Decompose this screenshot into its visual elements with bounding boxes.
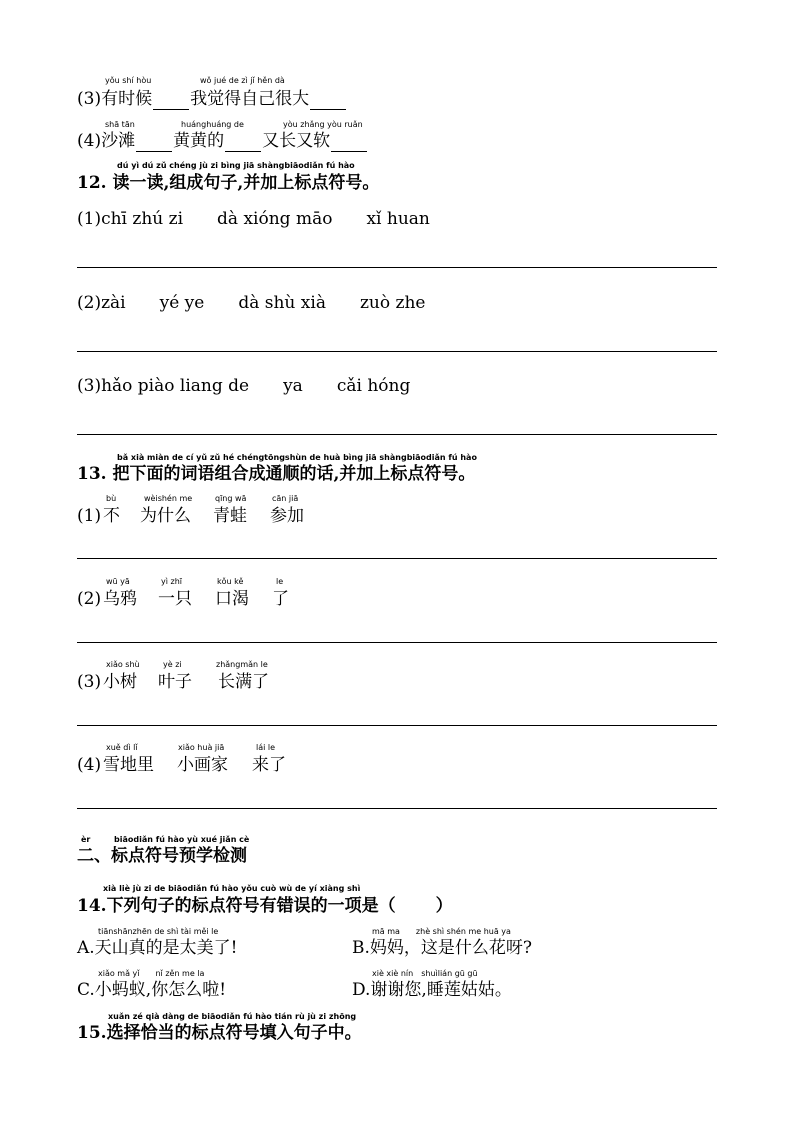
question-title [77, 895, 453, 917]
option-d[interactable]: D.谢谢您,睡莲姑姑。 [352, 980, 512, 1000]
pinyin: xuě dì lǐ [106, 743, 138, 752]
word: 黄黄的 [173, 131, 225, 151]
word: 又长又软 [262, 131, 331, 151]
answer-line[interactable] [77, 808, 717, 809]
item-label: (4) [77, 755, 102, 775]
option-c[interactable]: C.小蚂蚁,你怎么啦! [77, 980, 227, 1000]
option-pinyin: tiānshānzhēn de shì tài měi le [98, 927, 219, 936]
pinyin: shā tān [105, 120, 135, 129]
option-pinyin: mā ma zhè shì shén me huā ya [372, 927, 511, 936]
item-label: (4) [77, 131, 102, 151]
question-pinyin: xià liè jù zi de biāodiǎn fú hào yǒu cuò wù de yí xiàng shì [103, 884, 361, 893]
word: 长满了 [218, 672, 269, 692]
option-b[interactable]: B.妈妈，这是什么花呀? [352, 938, 533, 958]
answer-line[interactable] [77, 351, 717, 352]
word: 参加 [270, 506, 304, 526]
pinyin: cān jiā [272, 494, 299, 503]
pinyin: yè zi [163, 660, 182, 669]
word: 叶子 [158, 672, 192, 692]
option-a[interactable]: A.天山真的是太美了! [77, 938, 238, 958]
pinyin-item: (1)chī zhú zi dà xióng māo xǐ huan [77, 209, 430, 229]
pinyin: yǒu shí hòu [105, 76, 152, 85]
word: 口渴 [215, 589, 249, 609]
pinyin: xiǎo shù [106, 660, 140, 669]
question-title: 12. 读一读,组成句子,并加上标点符号。 [77, 173, 380, 193]
word: 小树 [103, 672, 137, 692]
word: 不 [103, 506, 120, 526]
section-title: 二、标点符号预学检测 [77, 846, 247, 866]
pinyin: yòu zhǎng yòu ruǎn [283, 120, 363, 129]
question-text: 14.下列句子的标点符号有错误的一项是（ [77, 896, 396, 916]
item-label: (3) [77, 672, 102, 692]
answer-line[interactable] [77, 558, 717, 559]
answer-blank[interactable] [310, 91, 346, 110]
item-label: (2) [77, 589, 102, 609]
pinyin: bù [106, 494, 117, 503]
option-pinyin: xiǎo mǎ yǐ nǐ zěn me la [98, 969, 205, 978]
pinyin-item: (3)hǎo piào liang de ya cǎi hóng [77, 376, 411, 396]
word: 一只 [158, 589, 192, 609]
section-pinyin: biāodiǎn fú hào yù xué jiǎn cè [114, 835, 250, 844]
pinyin: wèishén me [144, 494, 193, 503]
word: 有时候 [101, 89, 153, 109]
word: 来了 [252, 755, 286, 775]
answer-line[interactable] [77, 267, 717, 268]
option-pinyin: xiè xiè nín shuìlián gū gū [372, 969, 478, 978]
pinyin: yì zhī [161, 577, 182, 586]
pinyin: xiǎo huà jiā [178, 743, 225, 752]
word: 小画家 [177, 755, 228, 775]
question-pinyin: xuǎn zé qià dàng de biāodiǎn fú hào tián rù jù zi zhōng [108, 1012, 357, 1021]
item-label: (3) [77, 89, 102, 109]
pinyin-item: (2)zài yé ye dà shù xià zuò zhe [77, 293, 426, 313]
word: 沙滩 [101, 131, 136, 151]
answer-blank[interactable] [136, 133, 172, 152]
question-title: 15.选择恰当的标点符号填入句子中。 [77, 1023, 362, 1043]
word: 我觉得自己很大 [190, 89, 310, 109]
pinyin: qīng wā [215, 494, 247, 503]
word: 雪地里 [103, 755, 154, 775]
question-pinyin: dú yì dú zǔ chéng jù zi bìng jiā shàngbiāodiǎn fú hào [117, 161, 355, 170]
answer-blank[interactable] [225, 133, 261, 152]
answer-blank[interactable] [331, 133, 367, 152]
answer-line[interactable] [77, 434, 717, 435]
pinyin: zhǎngmǎn le [216, 660, 268, 669]
section-pinyin: èr [81, 835, 91, 844]
pinyin: lái le [256, 743, 276, 752]
answer-blank[interactable] [153, 91, 189, 110]
pinyin: kǒu kě [217, 577, 244, 586]
question-title: 13. 把下面的词语组合成通顺的话,并加上标点符号。 [77, 464, 476, 484]
pinyin: le [276, 577, 284, 586]
answer-line[interactable] [77, 642, 717, 643]
word: 了 [272, 589, 289, 609]
answer-line[interactable] [77, 725, 717, 726]
word: 青蛙 [213, 506, 247, 526]
word: 为什么 [140, 506, 191, 526]
word: 乌鸦 [103, 589, 137, 609]
pinyin: huánghuáng de [181, 120, 244, 129]
pinyin: wū yā [106, 577, 130, 586]
pinyin: wǒ jué de zì jǐ hěn dà [200, 76, 285, 85]
question-pinyin: bǎ xià miàn de cí yǔ zǔ hé chéngtōngshùn de huà bìng jiā shàngbiāodiǎn fú hào [117, 453, 477, 462]
item-label: (1) [77, 506, 102, 526]
close-paren: ） [435, 896, 453, 916]
